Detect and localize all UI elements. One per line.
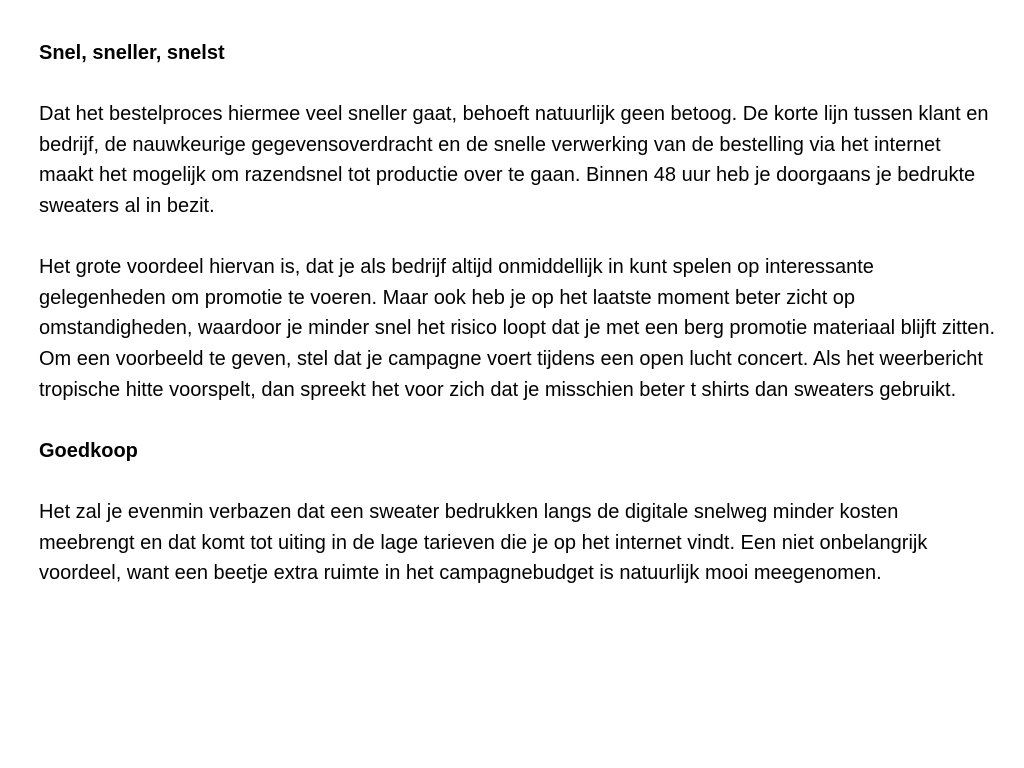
spacer <box>39 405 999 436</box>
section-heading-snel: Snel, sneller, snelst <box>39 42 225 64</box>
spacer <box>39 222 999 253</box>
spacer <box>39 466 999 497</box>
paragraph-voordeel: Het grote voordeel hiervan is, dat je als bedrijf altijd onmiddellijk in kunt spelen op interessante gelegenheden om promotie te voeren. Maar ook heb je op het laatste moment beter zicht op omstandigheden, waardoor je minder snel het risico loopt dat je met een berg promotie materiaal blijft zitten. Om een voorbeeld te geven, stel dat je campagne voert tijdens een open lucht concert. Als het weerbericht tropische hitte voorspelt, dan spreekt het voor zich dat je misschien beter t shirts dan sweaters gebruikt. <box>39 256 996 401</box>
paragraph-kosten: Het zal je evenmin verbazen dat een sweater bedrukken langs de digitale snelweg minder kosten meebrengt en dat komt tot uiting in de lage tarieven die je op het internet vindt. Een niet onbelangrijk voordeel, want een beetje extra ruimte in het campagnebudget is natuurlijk mooi meegenomen. <box>39 500 928 585</box>
spacer <box>39 69 999 100</box>
paragraph-bestelproces: Dat het bestelproces hiermee veel sneller gaat, behoeft natuurlijk geen betoog. De korte lijn tussen klant en bedrijf, de nauwkeurige gegevensoverdracht en de snelle verwerking van de bestelling via het internet maakt het mogelijk om razendsnel tot productie over te gaan. Binnen 48 uur heb je doorgaans je bedrukte sweaters al in bezit. <box>39 103 989 217</box>
section-heading-goedkoop: Goedkoop <box>39 439 138 462</box>
slide-content <box>39 38 999 589</box>
